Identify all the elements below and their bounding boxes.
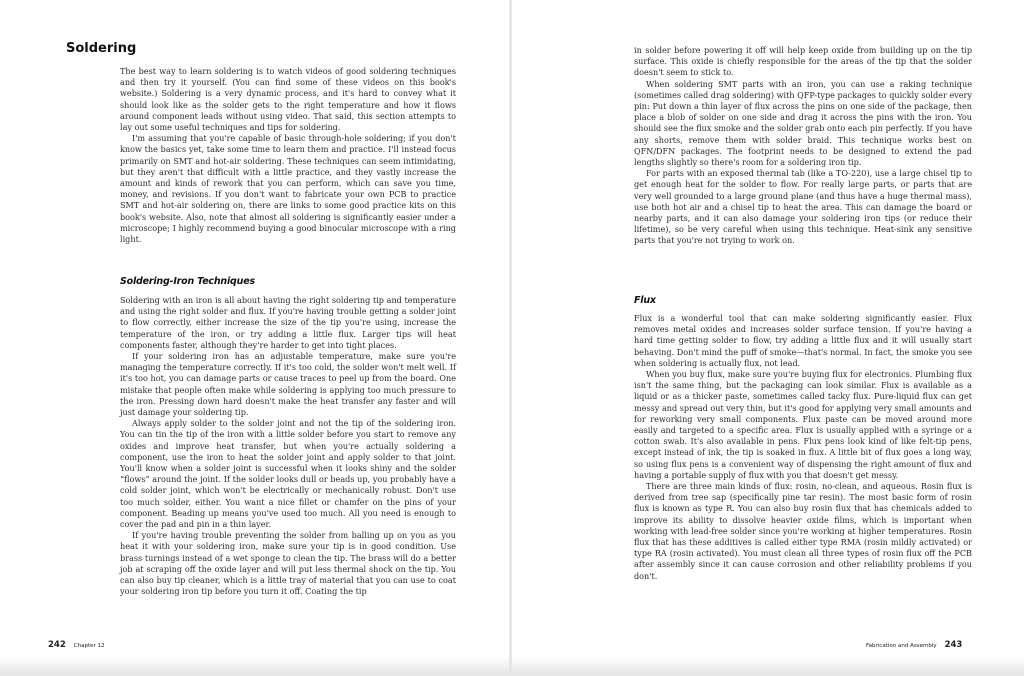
- page-number: 242: [48, 640, 66, 650]
- paragraph: There are three main kinds of flux: rosin, no-clean, and aqueous. Rosin flux is derived from tree sap (specifically pine tar resin). The most basic form of rosin flux is known as type R. You can also buy rosin flux that has chemicals added to improve its ability to dissolve heavier oxide films, which is important when working with lead-free solder since you're working at higher temperatures. Rosin flux that has these additives is called either type RMA (rosin mildly activated) or type RA (rosin activated). You must clean all three types of rosin flux off the PCB after assembly since it can cause corrosion and other reliability problems if you don't.: [634, 481, 972, 581]
- paragraph: If your soldering iron has an adjustable temperature, make sure you're managing the temperature correctly. If it's too cold, the solder won't melt well. If it's too hot, you can damage parts or cause traces to peel up from the board. One mistake that people often make while soldering is applying too much pressure to the iron. Pressing down hard doesn't make the heat transfer any faster and will just damage your soldering tip.: [120, 351, 456, 418]
- page-footer-right: [866, 640, 962, 650]
- soldering-iron-section: [120, 295, 456, 597]
- paragraph: I'm assuming that you're capable of basic through-hole soldering; if you don't know the basics yet, take some time to learn them and practice. I'll instead focus primarily on SMT and hot-air soldering. These techniques can seem intimidating, but they aren't that difficult with a little practice, and they vastly increase the amount and kinds of rework that you can perform, which can save you time, money, and revisions. If you don't want to fabricate your own PCB to practice SMT and hot-air soldering on, there are links to some good practice kits on this book's website. Also, note that almost all soldering is significantly easier under a microscope; I highly recommend buying a good binocular microscope with a ring light.: [120, 133, 456, 245]
- footer-label: Chapter 12: [73, 643, 105, 649]
- footer-label: Fabrication and Assembly: [866, 643, 937, 649]
- section-heading-flux: Flux: [634, 295, 656, 306]
- chapter-title: Soldering: [66, 41, 137, 56]
- paragraph: in solder before powering it off will help keep oxide from building up on the tip surface. This oxide is chiefly responsible for the areas of the tip that the solder doesn't seem to stick to.: [634, 45, 972, 78]
- left-page: [0, 0, 511, 676]
- paragraph: When soldering SMT parts with an iron, you can use a raking technique (sometimes called drag soldering) with QFP-type packages to quickly solder every pin: Put down a thin layer of flux across the pins on one side of the package, then place a blob of solder on one side and drag it across the pins with the iron. You should see the flux smoke and the solder grab onto each pin perfectly. If you have any shorts, remove them with solder braid. This technique works best on QFN/DFN packages. The footprint needs to be designed to extend the pad lengths slightly so there's room for a soldering iron tip.: [634, 78, 972, 168]
- intro-section: [120, 66, 456, 245]
- paragraph: The best way to learn soldering is to watch videos of good soldering techniques and then try it yourself. (You can find some of these videos on this book's website.) Soldering is a very dynamic process, and it's hard to convey what it should look like as the solder gets to the right temperature and how it flows around component leads without using video. That said, this section attempts to lay out some useful techniques and tips for soldering.: [120, 66, 456, 133]
- bottom-shadow: [0, 656, 1024, 676]
- section-heading-soldering-iron: Soldering-Iron Techniques: [120, 276, 255, 287]
- page-footer-left: [48, 640, 105, 650]
- continued-section: [634, 45, 972, 247]
- paragraph: If you're having trouble preventing the solder from balling up on you as you heat it with your soldering iron, make sure your tip is in good condition. Use brass turnings instead of a wet sponge to clean the tip. The brass will do a better job at scraping off the oxide layer and will put less thermal shock on the tip. You can also buy tip cleaner, which is a little tray of material that you can use to coat your soldering iron tip before you turn it off. Coating the tip: [120, 530, 456, 597]
- flux-section: [634, 313, 972, 582]
- paragraph: When you buy flux, make sure you're buying flux for electronics. Plumbing flux isn't the same thing, but the packaging can look similar. Flux is available as a liquid or as a thicker paste, sometimes called tacky flux. Pure-liquid flux can get messy and spread out very thin, but it's good for applying very small amounts and for reworking very small components. Flux paste can be moved around more easily and targeted to a specific area. Flux is usually applied with a syringe or a cotton swab. It's also available in pens. Flux pens look kind of like felt-tip pens, except instead of ink, the tip is soaked in flux. A little bit of flux goes a long way, so using flux pens is a convenient way of dispensing the right amount of flux and having a portable supply of flux with you that doesn't get messy.: [634, 369, 972, 480]
- paragraph: For parts with an exposed thermal tab (like a TO-220), use a large chisel tip to get enough heat for the solder to flow. For really large parts, or parts that are very well grounded to a large ground plane (and thus have a huge thermal mass), use both hot air and a chisel tip to heat the area. This can damage the board or nearby parts, and it can also damage your soldering iron tips (or reduce their lifetime), so be very careful when using this technique. Heat-sink any sensitive parts that you're not trying to work on.: [634, 168, 972, 246]
- paragraph: Flux is a wonderful tool that can make soldering significantly easier. Flux removes metal oxides and increases solder surface tension. If you're having a hard time getting solder to flow, try adding a little flux and it will usually start behaving. Don't mind the puff of smoke—that's normal. In fact, the smoke you see when soldering is actually flux, not lead.: [634, 313, 972, 368]
- page-number: 243: [944, 640, 963, 650]
- paragraph: Soldering with an iron is all about having the right soldering tip and temperature and using the right solder and flux. If you're having trouble getting a solder joint to flow correctly, either increase the size of the tip you're using, increase the temperature of the iron, or try adding a little flux. Larger tips will heat components faster, although they're harder to get into tight places.: [120, 295, 456, 350]
- paragraph: Always apply solder to the solder joint and not the tip of the soldering iron. You can tin the tip of the iron with a little solder before you start to remove any oxides and improve heat transfer, but when you're actually soldering a component, use the iron to heat the solder joint and apply solder to that joint. You'll know when a solder joint is successful when it looks shiny and the solder “flows” around the joint. If the solder looks dull or beads up, you probably have a cold solder joint, which won't be electrically or mechanically robust. Don't use too much solder, either. You want a nice fillet or chamfer on the pins of your component. Beading up means you've used too much. All you need is enough to cover the pad and pin in a thin layer.: [120, 418, 456, 530]
